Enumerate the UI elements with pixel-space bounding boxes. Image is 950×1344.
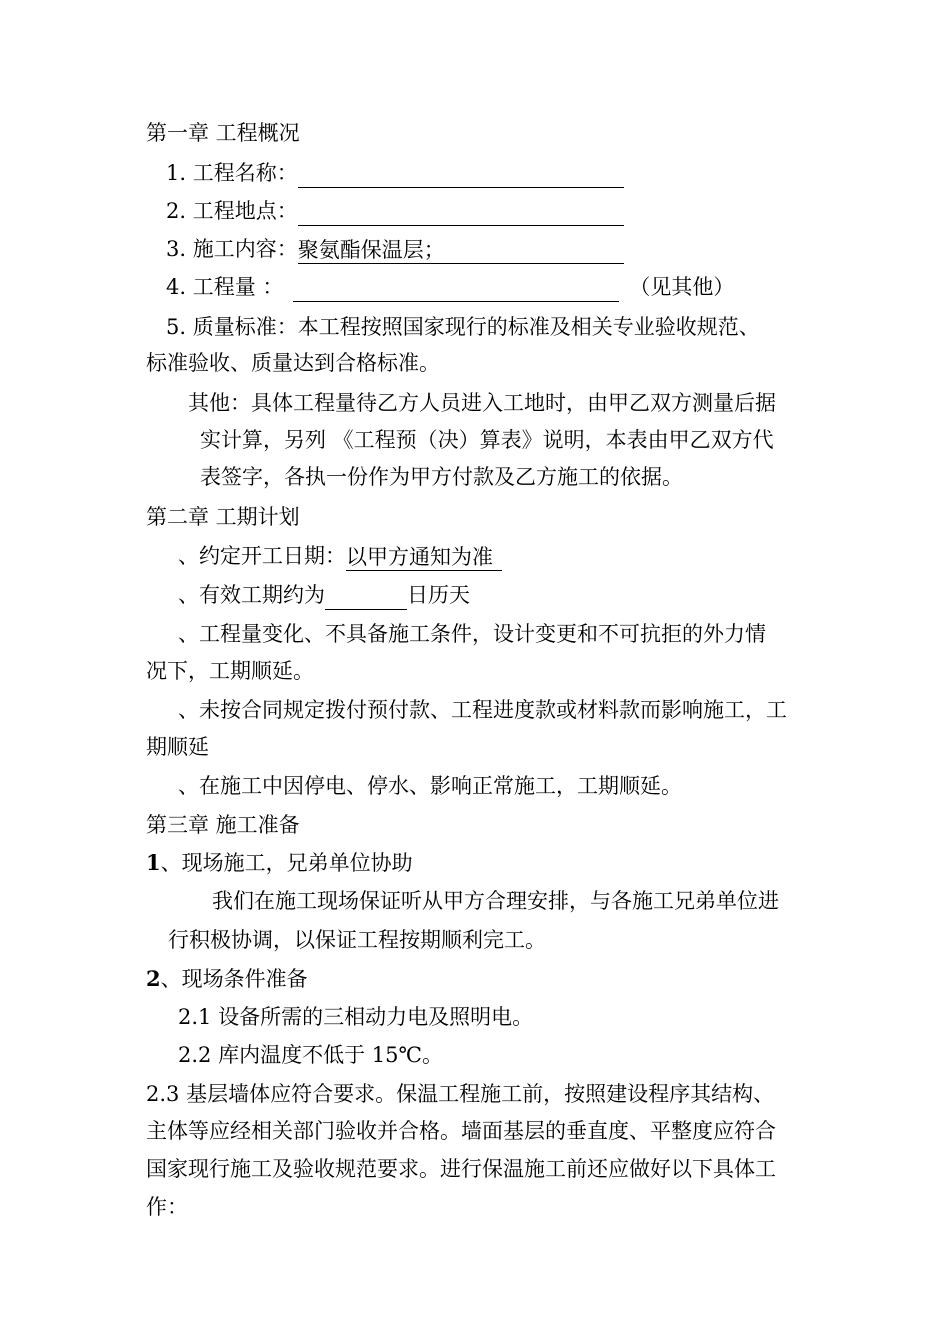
section2-3-line3: 国家现行施工及验收规范要求。进行保温施工前还应做好以下具体工 xyxy=(146,1157,776,1181)
project-location-field[interactable] xyxy=(298,199,624,226)
quantity-field[interactable] xyxy=(293,275,619,302)
section1-line2: 行积极协调，以保证工程按期顺利完工。 xyxy=(168,928,546,952)
start-date-field[interactable]: 以甲方通知为准 xyxy=(346,544,502,571)
quality-standard-line1: 5. 质量标准：本工程按照国家现行的标准及相关专业验收规范、 xyxy=(166,315,760,339)
other-line2: 实计算，另列 《工程预（决）算表》说明，本表由甲乙双方代 xyxy=(200,428,774,452)
section2-heading xyxy=(146,964,308,994)
duration-row xyxy=(178,580,470,610)
section2-1: 2.1 设备所需的三相动力电及照明电。 xyxy=(178,1005,534,1029)
other-line3: 表签字，各执一份作为甲方付款及乙方施工的依据。 xyxy=(200,465,683,489)
other-line1: 其他：具体工程量待乙方人员进入工地时，由甲乙双方测量后据 xyxy=(188,391,776,415)
section1-heading xyxy=(146,848,413,878)
section2-title: 、现场条件准备 xyxy=(160,967,308,991)
project-name-row xyxy=(166,158,624,188)
start-date-row xyxy=(178,541,502,571)
quality-standard-line2: 标准验收、质量达到合格标准。 xyxy=(146,351,440,375)
project-name-label: 1. 工程名称： xyxy=(166,161,298,185)
section1-title: 、现场施工，兄弟单位协助 xyxy=(160,851,413,875)
construction-content-row xyxy=(166,234,624,264)
quantity-note: （见其他） xyxy=(629,275,735,299)
duration-field[interactable] xyxy=(325,583,407,610)
start-date-label: 、约定开工日期： xyxy=(178,544,346,568)
section2-2: 2.2 库内温度不低于 15℃。 xyxy=(178,1043,443,1067)
section2-3-line1: 2.3 基层墙体应符合要求。保温工程施工前，按照建设程序其结构、 xyxy=(146,1082,775,1106)
change-line2: 况下，工期顺延。 xyxy=(146,659,314,683)
chapter2-title: 第二章 工期计划 xyxy=(146,505,300,529)
quantity-row xyxy=(166,272,734,302)
project-name-field[interactable] xyxy=(298,161,624,188)
duration-prefix: 、有效工期约为 xyxy=(178,583,325,607)
duration-suffix: 日历天 xyxy=(407,583,470,607)
section1-line1: 我们在施工现场保证听从甲方合理安排，与各施工兄弟单位进 xyxy=(212,889,779,913)
construction-content-label: 3. 施工内容： xyxy=(166,237,298,261)
payment-line1: 、未按合同规定拨付预付款、工程进度款或材料款而影响施工，工 xyxy=(178,698,787,722)
project-location-label: 2. 工程地点： xyxy=(166,199,298,223)
project-location-row xyxy=(166,196,624,226)
chapter1-title: 第一章 工程概况 xyxy=(146,121,300,145)
section2-number: 2 xyxy=(146,966,161,991)
section1-number: 1 xyxy=(146,850,161,875)
quantity-label: 4. 工程量 ： xyxy=(166,275,284,299)
section2-3-line4: 作： xyxy=(146,1195,188,1219)
chapter3-title: 第三章 施工准备 xyxy=(146,813,300,837)
payment-line2: 期顺延 xyxy=(146,735,209,759)
construction-content-field[interactable]: 聚氨酯保温层； xyxy=(298,237,624,264)
section2-3-line2: 主体等应经相关部门验收并合格。墙面基层的垂直度、平整度应符合 xyxy=(146,1119,776,1143)
change-line1: 、工程量变化、不具备施工条件，设计变更和不可抗拒的外力情 xyxy=(178,622,766,646)
power-outage-line: 、在施工中因停电、停水、影响正常施工，工期顺延。 xyxy=(178,774,682,798)
